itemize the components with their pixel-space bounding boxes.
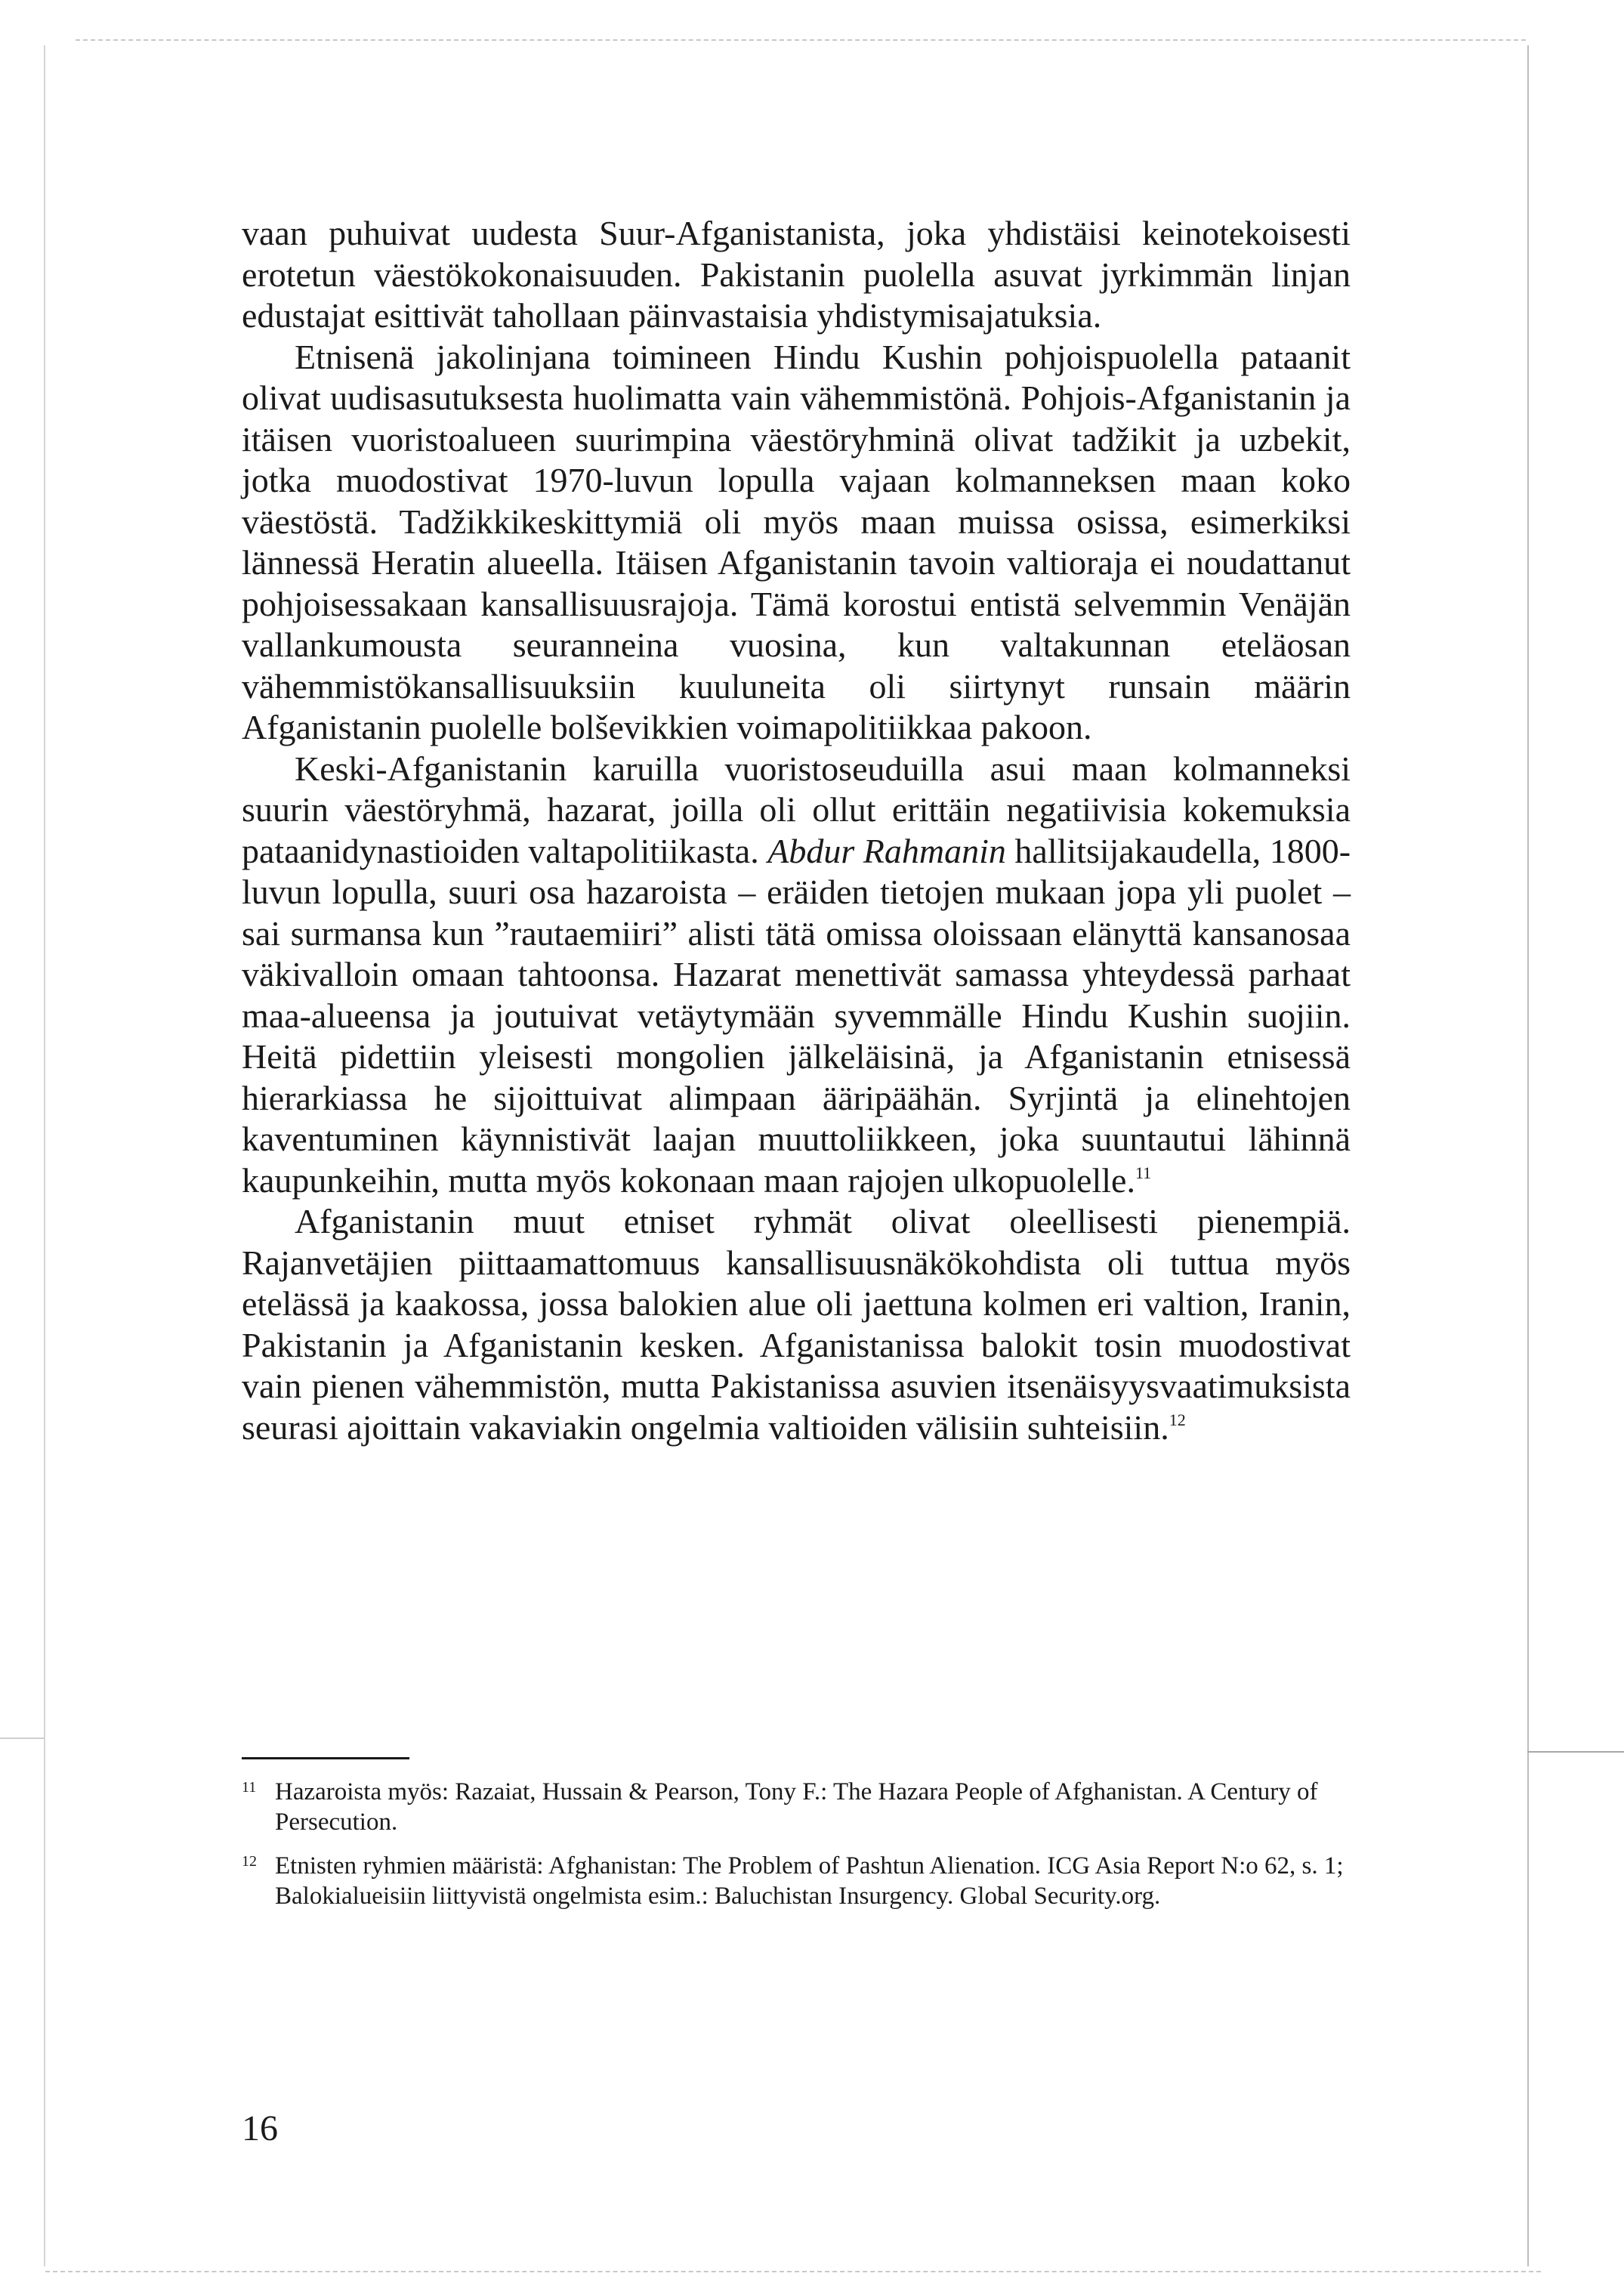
footnote-ref-12[interactable]: 12	[1169, 1410, 1186, 1429]
footnote-ref-11[interactable]: 11	[1135, 1163, 1152, 1182]
footnote-number: 11	[242, 1779, 257, 1796]
paragraph-4	[242, 1201, 1351, 1448]
body-text	[242, 213, 1351, 1448]
paragraph-1: vaan puhuivat uudesta Suur-Afganistanista, joka yhdistäisi keinotekoisesti erotetun väestökokonaisuuden. Pakistanin puolella asuvat jyrkimmän linjan edustajat esittivät tahollaan päinvastaisia yhdistymisajatuksia.	[242, 214, 1351, 335]
paragraph-2: Etnisenä jakolinjana toimineen Hindu Kushin pohjoispuolella pataanit olivat uudisasutuksesta huolimatta vain vähemmistönä. Pohjois-Afganistanin ja itäisen vuoristoalueen suurimpina väestöryhminä olivat tadžikit ja uzbekit, jotka muodostivat 1970-luvun lopulla vajaan kolmanneksen maan koko väestöstä. Tadžikkikeskittymiä oli myös maan muissa osissa, esimerkiksi lännessä Heratin alueella. Itäisen Afganistanin tavoin valtioraja ei noudattanut pohjoisessakaan kansallisuusrajoja. Tämä korostui entistä selvemmin Venäjän vallankumousta seuranneina vuosina, kun valtakunnan eteläosan vähemmistökansallisuuksiin kuuluneita oli siirtynyt runsain määrin Afganistanin puolelle bolševikkien voimapolitiikkaa pakoon.	[242, 337, 1351, 746]
footnote-12	[242, 1851, 1351, 1911]
paragraph-3-italic-name: Abdur Rahmanin	[767, 831, 1006, 870]
paragraph-4-text: Afganistanin muut etniset ryhmät olivat oleellisesti pienempiä. Rajanvetäjien piittaamattomuus kansallisuusnäkökohdista oli tuttua myös etelässä ja kaakossa, jossa balokien alue oli jaettuna kolmen eri valtion, Iranin, Pakistanin ja Afganistanin kesken. Afganistanissa balokit tosin muodostivat vain pienen vähemmistön, mutta Pakistanissa asuvien itsenäisyysvaatimuksista seurasi ajoittain vakaviakin ongelmia valtioiden välisiin suhteisiin.	[242, 1202, 1351, 1447]
footnote-text: Hazaroista myös: Razaiat, Hussain & Pearson, Tony F.: The Hazara People of Afghanistan. A Century of Persecution.	[275, 1778, 1318, 1836]
scan-edge-bottom	[45, 2271, 1541, 2272]
footnote-11	[242, 1777, 1351, 1837]
page-number: 16	[242, 2108, 278, 2148]
scan-edge-left	[44, 45, 45, 2266]
paragraph-3	[242, 749, 1351, 1202]
footnote-number: 12	[242, 1853, 257, 1870]
paragraph-3-text-after: hallitsijakaudella, 1800-luvun lopulla, suuri osa hazaroista – eräiden tietojen mukaan jopa yli puolet – sai surmansa kun ”rautaemiiri” alisti tätä omissa oloissaan elänyttä kansanosaa väkivalloin omaan tahtoonsa. Hazarat menettivät samassa yhteydessä parhaat maa-alueensa ja joutuivat vetäytymään syvemmälle Hindu Kushin suojiin. Heitä pidettiin yleisesti mongolien jälkeläisinä, ja Afganistanin etnisessä hierarkiassa he sijoittuivat alimpaan ääripäähän. Syrjintä ja elinehtojen kaventuminen käynnistivät laajan muuttoliikkeen, joka suuntautui lähinnä kaupunkeihin, mutta myös kokonaan maan rajojen ulkopuolelle.	[242, 831, 1351, 1200]
footnotes	[242, 1777, 1351, 1925]
scan-edge-right	[1527, 45, 1529, 2266]
scan-mark-right	[1527, 1751, 1624, 1753]
paragraph-3-text-before: Keski-Afganistanin karuilla vuoristoseuduilla asui maan kolmanneksi suurin väestöryhmä, hazarat, joilla oli ollut erittäin negatiivisia kokemuksia pataanidynastioiden valtapolitiikasta.	[242, 749, 1351, 870]
footnote-divider	[242, 1757, 409, 1759]
footnote-text: Etnisten ryhmien määristä: Afghanistan: The Problem of Pashtun Alienation. ICG Asia Report N:o 62, s. 1; Balokialueisiin liittyvistä ongelmista esim.: Baluchistan Insurgency. Global Security.org.	[275, 1852, 1344, 1910]
scan-mark-left	[0, 1737, 44, 1739]
scan-edge-top	[76, 39, 1526, 41]
